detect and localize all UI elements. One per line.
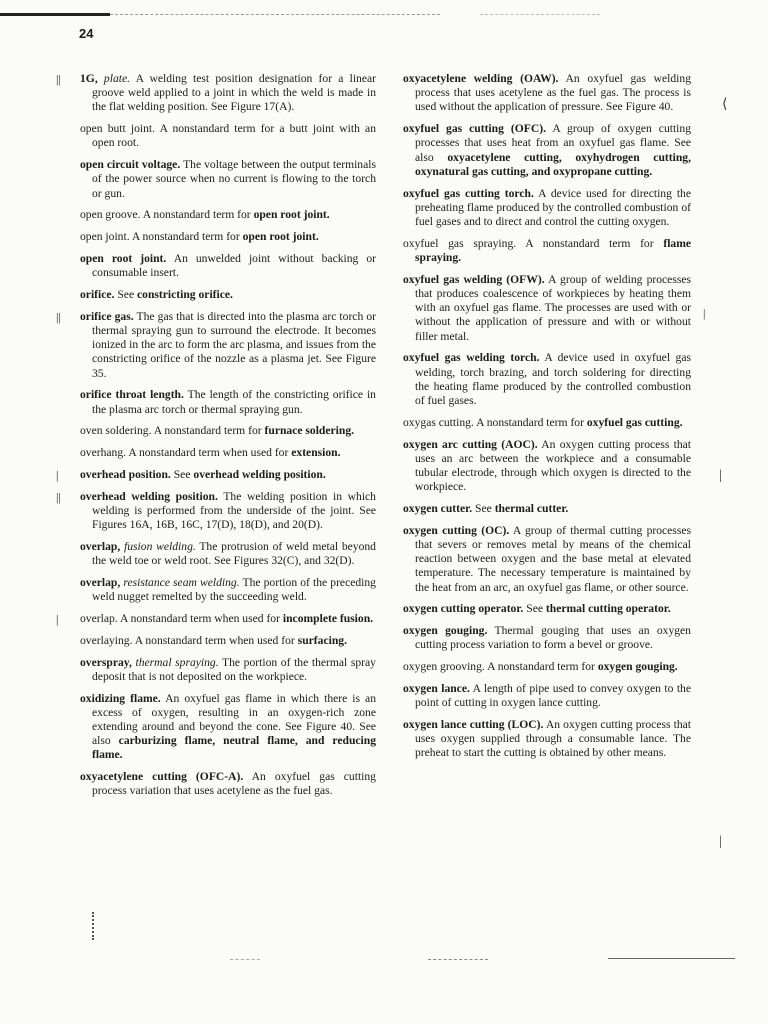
entry-reference: oxyfuel gas cutting. xyxy=(586,415,683,429)
entry-definition: A device used in oxyfuel gas welding, torch brazing, and torch soldering for directing the heating flame produced by the controlled combustion of fuel gases. xyxy=(415,351,692,408)
entry-reference: incomplete fusion. xyxy=(282,612,374,625)
entry-term: overhead welding position. xyxy=(80,489,218,503)
entry-term: overhead position. xyxy=(80,468,171,481)
entry-term: oxygen cutting (OC). xyxy=(403,523,510,537)
entry-reference: constricting orifice. xyxy=(137,288,233,301)
entry-term: orifice throat length. xyxy=(80,388,184,402)
entry-term: overhang. xyxy=(80,446,127,460)
entry-reference: open root joint. xyxy=(253,208,330,222)
entry-term: overlap, xyxy=(80,576,121,589)
entry-definition: The protrusion of weld metal beyond the weld toe or weld root. See Figures 32(C), and 32(D). xyxy=(92,540,376,568)
entry-term: orifice. xyxy=(80,288,115,301)
glossary-entry xyxy=(403,416,691,430)
glossary-entry xyxy=(403,273,691,344)
entry-term: oxyacetylene cutting (OFC-A). xyxy=(80,770,244,784)
entry-definition: An unwelded joint without backing or consumable insert. xyxy=(92,252,376,280)
glossary-entry xyxy=(80,288,376,302)
glossary-entry xyxy=(403,624,691,652)
glossary-entry xyxy=(56,612,376,626)
footer-rule xyxy=(428,959,488,960)
entry-definition: A nonstandard term for xyxy=(142,208,251,222)
glossary-entry xyxy=(80,122,376,150)
change-bar: || xyxy=(56,72,61,86)
entry-definition: A welding test position designation for a linear groove weld applied to a joint in which the weld is made in the flat welding position. See Figure 17(A). xyxy=(92,72,376,114)
entry-definition: A group of oxygen cutting processes that uses heat from an oxyfuel gas flame. See also xyxy=(415,122,691,164)
glossary-entry xyxy=(403,237,691,265)
glossary-entry xyxy=(56,468,376,482)
entry-reference: furnace soldering. xyxy=(264,424,355,438)
entry-definition: The portion of the thermal spray deposit that is not deposited on the workpiece. xyxy=(92,655,376,683)
glossary-entry xyxy=(56,309,376,381)
entry-definition: An oxyfuel gas flame in which there is an excess of oxygen, resulting in an oxygen-rich zone extending around and beyond the cone. See Figure 40. See also xyxy=(92,691,377,748)
glossary-entry xyxy=(403,122,691,179)
glossary-entry xyxy=(403,502,691,516)
entry-qualifier: thermal spraying. xyxy=(135,655,219,669)
glossary-entry xyxy=(403,187,691,230)
entry-definition: A nonstandard term for a butt joint with an open root. xyxy=(92,122,376,150)
top-rule-dashed xyxy=(110,14,440,15)
glossary-entry xyxy=(56,489,376,533)
entry-term: oxyfuel gas welding (OFW). xyxy=(403,272,545,286)
entry-term: oxygen gouging. xyxy=(403,624,488,638)
entry-definition: See xyxy=(526,602,543,616)
entry-reference: flame spraying. xyxy=(415,236,692,265)
entry-term: oxygen cutter. xyxy=(403,502,473,516)
margin-mark: | xyxy=(719,468,722,483)
glossary-entry xyxy=(80,388,376,416)
entry-qualifier: plate. xyxy=(103,72,131,85)
entry-term: open groove. xyxy=(80,208,141,222)
glossary-entry xyxy=(80,634,376,648)
entry-definition: An oxyfuel gas cutting process variation that uses acetylene as the fuel gas. xyxy=(92,770,376,798)
glossary-entry xyxy=(403,682,691,710)
right-column xyxy=(403,72,691,768)
entry-reference: extension. xyxy=(291,446,341,460)
entry-term: oxyfuel gas welding torch. xyxy=(403,351,540,365)
entry-term: oxygen grooving. xyxy=(403,660,485,674)
change-bar: | xyxy=(56,468,59,482)
entry-definition: A nonstandard term for xyxy=(525,236,654,250)
entry-term: oxygen lance cutting (LOC). xyxy=(403,718,544,732)
entry-definition: A nonstandard term for xyxy=(476,415,584,429)
glossary-entry xyxy=(80,576,376,604)
entry-term: oxidizing flame. xyxy=(80,691,161,705)
entry-reference: open root joint. xyxy=(242,230,319,244)
entry-term: oxygen cutting operator. xyxy=(403,602,524,616)
entry-reference: surfacing. xyxy=(297,633,347,647)
entry-definition: A nonstandard term for xyxy=(153,424,262,438)
change-bar: | xyxy=(56,612,59,626)
glossary-entry xyxy=(80,770,376,798)
margin-mark: ⟨ xyxy=(722,97,728,112)
glossary-entry xyxy=(56,72,376,115)
footer-rule xyxy=(230,959,260,960)
entry-term: oxyfuel gas cutting (OFC). xyxy=(403,122,546,136)
entry-term: orifice gas. xyxy=(80,309,134,323)
entry-term: open butt joint. xyxy=(80,122,156,136)
glossary-entry xyxy=(80,656,376,684)
entry-definition: A length of pipe used to convey oxygen to the point of cutting in oxygen lance cutting. xyxy=(415,682,691,710)
entry-term: oxyacetylene welding (OAW). xyxy=(403,72,559,85)
entry-definition: A nonstandard term for xyxy=(131,230,240,244)
entry-definition: See xyxy=(475,502,492,516)
entry-definition: A nonstandard term for xyxy=(487,660,595,674)
entry-definition: See xyxy=(117,288,135,301)
entry-term: oxyfuel gas cutting torch. xyxy=(403,186,534,200)
change-bar: || xyxy=(56,489,61,504)
glossary-entry xyxy=(80,446,376,460)
entry-term: open root joint. xyxy=(80,252,167,265)
entry-definition: A group of thermal cutting processes that severs or removes metal by means of the chemical reaction between oxygen and the base metal at elevated temperature. The necessary temperature is maintained by the heat from an arc, an oxyfuel gas flame, or other source. xyxy=(415,523,691,594)
entry-reference: overhead welding position. xyxy=(193,468,326,481)
entry-reference: thermal cutter. xyxy=(494,502,569,516)
entry-definition: The portion of the preceding weld nugget remelted by the succeeding weld. xyxy=(92,576,376,604)
entry-term: oxygen lance. xyxy=(403,682,470,696)
entry-reference: oxygen gouging. xyxy=(597,660,678,674)
glossary-entry xyxy=(403,72,691,115)
entry-reference: thermal cutting operator. xyxy=(545,602,671,616)
entry-definition: An oxygen cutting process that uses oxygen supplied through a consumable lance. The preheat to start the cutting is obtained by other means. xyxy=(415,718,691,760)
glossary-entry xyxy=(80,424,376,438)
entry-reference: carburizing flame, neutral flame, and reducing flame. xyxy=(92,734,377,762)
change-bar: || xyxy=(56,309,61,324)
footer-rule xyxy=(608,958,735,959)
entry-definition: A nonstandard term when used for xyxy=(128,446,289,460)
entry-definition: The length of the constricting orifice in the plasma arc torch or thermal spraying gun. xyxy=(92,388,376,416)
page-number: 24 xyxy=(79,26,94,41)
entry-term: overlap. xyxy=(80,612,118,625)
margin-mark: | xyxy=(719,834,722,849)
margin-mark: | xyxy=(703,306,706,320)
glossary-entry xyxy=(80,252,376,280)
entry-definition: See xyxy=(173,468,191,481)
glossary-entry xyxy=(403,524,691,595)
glossary-entry xyxy=(403,438,691,495)
entry-definition: An oxyfuel gas welding process that uses acetylene as the fuel gas. The process is used without the application of pressure. See Figure 40. xyxy=(415,72,692,114)
entry-reference: oxyacetylene cutting, oxyhydrogen cutting, oxynatural gas cutting, and oxypropane cutting. xyxy=(415,150,691,178)
glossary-entry xyxy=(80,230,376,244)
entry-term: 1G, xyxy=(80,72,98,85)
top-rule xyxy=(0,13,110,16)
entry-definition: The gas that is directed into the plasma arc torch or thermal spraying gun to surround the electrode. It becomes ionized in the arc to form the arc plasma, and issues from the constricting orifice of the nozzle as a plasma jet. See Figure 35. xyxy=(92,309,376,380)
entry-term: open circuit voltage. xyxy=(80,158,181,172)
entry-qualifier: resistance seam welding. xyxy=(123,576,240,589)
entry-definition: A nonstandard term when used for xyxy=(119,612,280,625)
glossary-entry xyxy=(80,692,376,763)
entry-term: overlap, xyxy=(80,540,121,553)
entry-definition: A group of welding processes that produces coalescence of workpieces by heating them with an oxyfuel gas flame. The processes are used with or without the application of pressure and with or without filler metal. xyxy=(415,272,692,343)
glossary-entry xyxy=(80,158,376,201)
entry-term: overspray, xyxy=(80,655,132,669)
glossary-entry xyxy=(403,660,691,674)
entry-definition: The voltage between the output terminals of the power source when no current is flowing to the torch or gun. xyxy=(92,158,376,200)
entry-qualifier: fusion welding. xyxy=(124,540,196,553)
entry-term: overlaying. xyxy=(80,633,133,647)
glossary-entry xyxy=(403,351,691,408)
entry-term: open joint. xyxy=(80,230,130,244)
entry-term: oxyfuel gas spraying. xyxy=(403,236,517,250)
margin-dots xyxy=(92,912,96,940)
top-rule-dashed xyxy=(480,14,600,15)
glossary-entry xyxy=(80,540,376,568)
glossary-entry xyxy=(403,602,691,616)
entry-term: oxygen arc cutting (AOC). xyxy=(403,437,538,451)
glossary-entry xyxy=(403,718,691,761)
entry-definition: A nonstandard term when used for xyxy=(134,633,295,647)
entry-definition: Thermal gouging that uses an oxygen cutting process variation to form a bevel or groove. xyxy=(415,624,691,652)
entry-definition: An oxygen cutting process that uses an arc between the workpiece and a consumable tubular electrode, through which oxygen is directed to the workpiece. xyxy=(415,437,692,494)
entry-term: oven soldering. xyxy=(80,424,152,438)
entry-term: oxygas cutting. xyxy=(403,415,474,429)
entry-definition: A device used for directing the preheating flame produced by the controlled combustion of fuel gases and to direct and control the cutting oxygen. xyxy=(415,186,691,229)
left-column xyxy=(56,72,377,806)
glossary-entry xyxy=(80,208,376,222)
entry-definition: The welding position in which welding is performed from the underside of the joint. See Figures 16A, 16B, 16C, 17(D), 18(D), and 20(D). xyxy=(92,489,376,532)
